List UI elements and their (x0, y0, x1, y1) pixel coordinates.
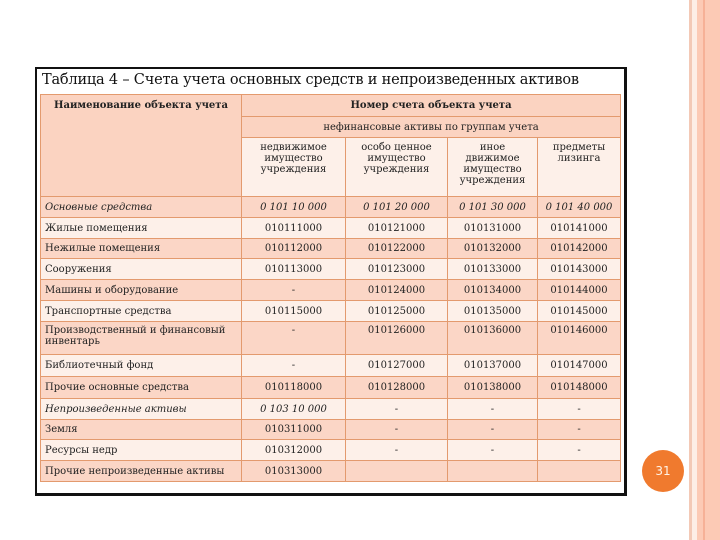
row-value: 010125000 (346, 301, 448, 322)
row-value: 010131000 (448, 218, 538, 239)
header-group: нефинансовые активы по группам учета (242, 117, 621, 138)
row-value: - (538, 399, 621, 420)
row-value: 010132000 (448, 239, 538, 259)
row-value: 0 103 10 000 (242, 399, 346, 420)
row-value: 010127000 (346, 355, 448, 377)
row-value: 010135000 (448, 301, 538, 322)
row-name: Сооружения (41, 259, 242, 280)
row-value: - (242, 322, 346, 355)
row-value: 010313000 (242, 461, 346, 482)
row-value (346, 461, 448, 482)
row-name: Прочие непроизведенные активы (41, 461, 242, 482)
row-value: - (448, 420, 538, 440)
row-value: 010136000 (448, 322, 538, 355)
row-value: 010121000 (346, 218, 448, 239)
header-account-number: Номер счета объекта учета (242, 95, 621, 117)
row-value: 010311000 (242, 420, 346, 440)
row-value: 010133000 (448, 259, 538, 280)
row-value: 010123000 (346, 259, 448, 280)
row-value: 010312000 (242, 440, 346, 461)
header-col: особо ценное имущество учреждения (346, 138, 448, 197)
row-value: 010137000 (448, 355, 538, 377)
row-value: 010145000 (538, 301, 621, 322)
row-value: 010113000 (242, 259, 346, 280)
header-name: Наименование объекта учета (41, 95, 242, 197)
row-value: 010124000 (346, 280, 448, 301)
row-value: - (242, 355, 346, 377)
row-value: 0 101 40 000 (538, 197, 621, 218)
row-value: - (346, 440, 448, 461)
row-value: 0 101 20 000 (346, 197, 448, 218)
row-value: 010143000 (538, 259, 621, 280)
row-value: 010148000 (538, 377, 621, 399)
table-row (41, 218, 621, 239)
row-name: Прочие основные средства (41, 377, 242, 399)
row-name: Машины и оборудование (41, 280, 242, 301)
table-row (41, 355, 621, 377)
row-value: 010118000 (242, 377, 346, 399)
row-value: 010115000 (242, 301, 346, 322)
row-value: 010147000 (538, 355, 621, 377)
row-value: 010126000 (346, 322, 448, 355)
row-name: Основные средства (41, 197, 242, 218)
table-row (41, 301, 621, 322)
row-value: 010144000 (538, 280, 621, 301)
row-value: 010138000 (448, 377, 538, 399)
row-value: - (242, 280, 346, 301)
row-name: Библиотечный фонд (41, 355, 242, 377)
row-name: Транспортные средства (41, 301, 242, 322)
row-value: 010128000 (346, 377, 448, 399)
row-value: - (448, 440, 538, 461)
row-value: - (538, 440, 621, 461)
row-value: - (346, 420, 448, 440)
table-row (41, 420, 621, 440)
header-col: иное движимое имущество учреждения (448, 138, 538, 197)
row-name: Ресурсы недр (41, 440, 242, 461)
row-name: Производственный и финансовый инвентарь (41, 322, 242, 355)
table-title: Таблица 4 – Счета учета основных средств и непроизведенных активов (42, 72, 579, 88)
header-col: недвижимое имущество учреждения (242, 138, 346, 197)
table-row (41, 197, 621, 218)
row-value: 0 101 30 000 (448, 197, 538, 218)
table-row (41, 461, 621, 482)
table-row (41, 440, 621, 461)
row-value: 010111000 (242, 218, 346, 239)
decor-stripe (703, 0, 705, 540)
row-value: 0 101 10 000 (242, 197, 346, 218)
table-row (41, 259, 621, 280)
table-row (41, 322, 621, 355)
row-value: - (346, 399, 448, 420)
table-row (41, 280, 621, 301)
table-row (41, 239, 621, 259)
row-value: 010134000 (448, 280, 538, 301)
row-value: 010112000 (242, 239, 346, 259)
table-row (41, 377, 621, 399)
row-name: Непроизведенные активы (41, 399, 242, 420)
row-name: Нежилые помещения (41, 239, 242, 259)
row-value: 010141000 (538, 218, 621, 239)
row-value (448, 461, 538, 482)
row-name: Жилые помещения (41, 218, 242, 239)
row-value: - (448, 399, 538, 420)
accounts-table (40, 94, 621, 482)
row-value (538, 461, 621, 482)
decor-stripe (697, 0, 720, 540)
row-value: - (538, 420, 621, 440)
row-value: 010122000 (346, 239, 448, 259)
table-row (41, 399, 621, 420)
row-name: Земля (41, 420, 242, 440)
row-value: 010142000 (538, 239, 621, 259)
page-number-badge: 31 (642, 450, 684, 492)
header-col: предметы лизинга (538, 138, 621, 197)
row-value: 010146000 (538, 322, 621, 355)
